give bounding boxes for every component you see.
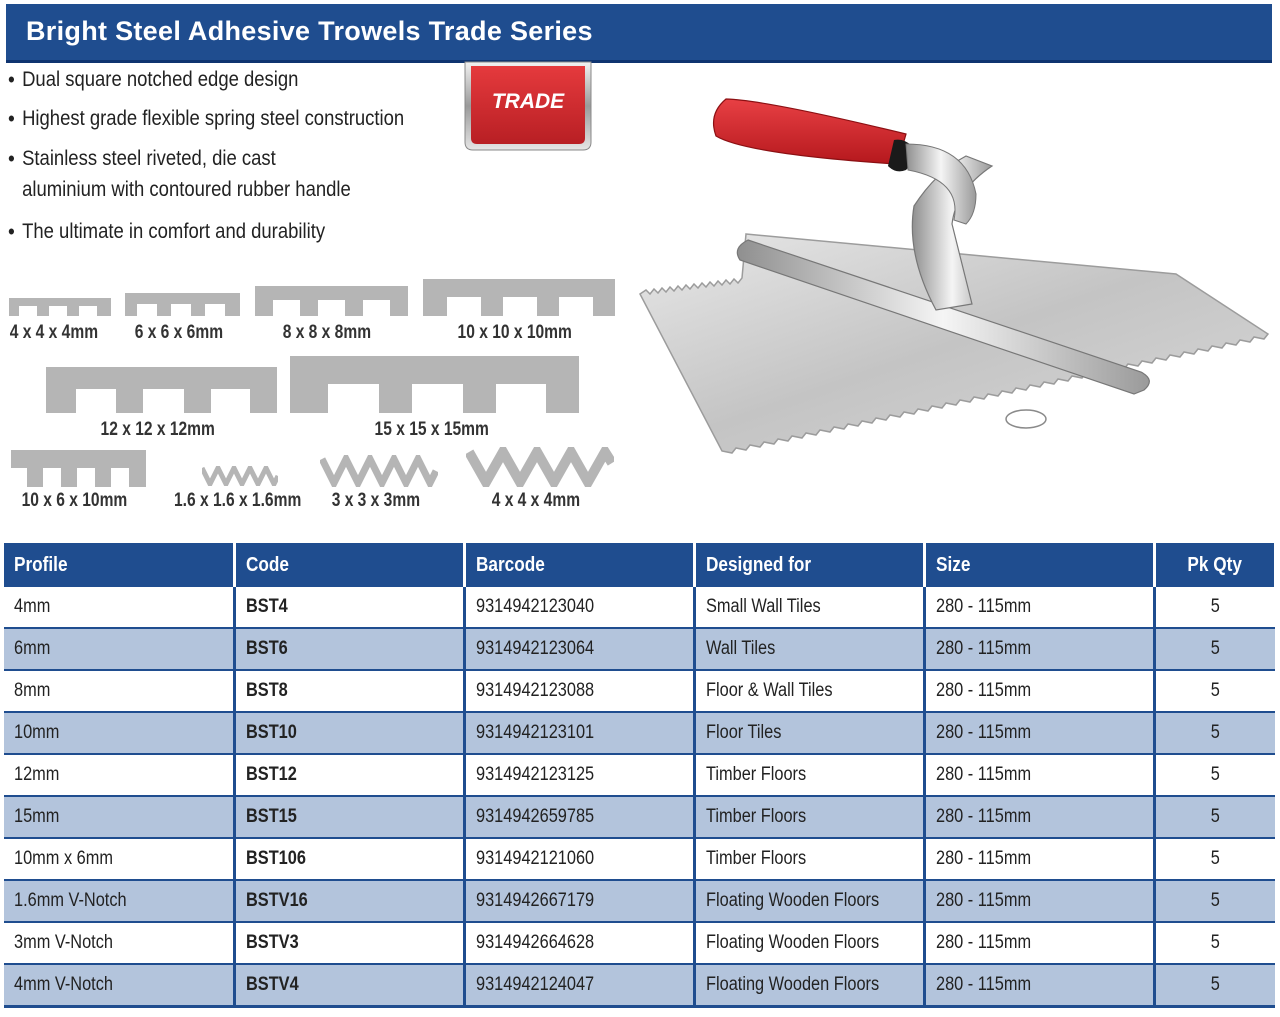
profile-label: 4 x 4 x 4mm [9, 322, 99, 343]
notched-trowel-icon [636, 94, 1276, 494]
cell-pk-qty: 5 [1154, 838, 1275, 880]
profile-label: 4 x 4 x 4mm [491, 490, 581, 511]
cell-barcode: 9314942123125 [464, 754, 694, 796]
cell-designed-for: Floating Wooden Floors [694, 880, 924, 922]
cell-size: 280 - 115mm [924, 628, 1154, 670]
cell-size: 280 - 115mm [924, 754, 1154, 796]
profile-label: 15 x 15 x 15mm [374, 419, 489, 440]
cell-size: 280 - 115mm [924, 838, 1154, 880]
cell-code: BST106 [234, 838, 464, 880]
feature-item: • Stainless steel riveted, die cast [8, 143, 276, 174]
cell-code: BSTV3 [234, 922, 464, 964]
cell-designed-for: Floating Wooden Floors [694, 922, 924, 964]
cell-code: BST12 [234, 754, 464, 796]
cell-pk-qty: 5 [1154, 796, 1275, 838]
page-title: Bright Steel Adhesive Trowels Trade Series [26, 16, 593, 46]
cell-barcode: 9314942123064 [464, 628, 694, 670]
cell-designed-for: Floating Wooden Floors [694, 964, 924, 1007]
table-row [4, 712, 1275, 754]
column-header: Barcode [464, 543, 694, 587]
column-header: Code [234, 543, 464, 587]
cell-size: 280 - 115mm [924, 922, 1154, 964]
cell-profile: 1.6mm V-Notch [4, 880, 234, 922]
title-bar [6, 4, 1272, 63]
cell-size: 280 - 115mm [924, 670, 1154, 712]
feature-item: • Dual square notched edge design [8, 64, 298, 95]
profile-square-12mm [46, 367, 277, 413]
cell-pk-qty: 5 [1154, 922, 1275, 964]
cell-pk-qty: 5 [1154, 670, 1275, 712]
cell-barcode: 9314942659785 [464, 796, 694, 838]
cell-barcode: 9314942123088 [464, 670, 694, 712]
cell-code: BST8 [234, 670, 464, 712]
profile-square-15mm [290, 356, 579, 413]
profile-label: 6 x 6 x 6mm [134, 322, 224, 343]
table-row [4, 628, 1275, 670]
profile-label: 10 x 10 x 10mm [457, 322, 572, 343]
cell-size: 280 - 115mm [924, 712, 1154, 754]
column-header: Size [924, 543, 1154, 587]
cell-pk-qty: 5 [1154, 754, 1275, 796]
cell-barcode: 9314942664628 [464, 922, 694, 964]
table-row [4, 880, 1275, 922]
cell-barcode: 9314942123101 [464, 712, 694, 754]
cell-designed-for: Floor Tiles [694, 712, 924, 754]
profile-square-10mm [423, 279, 615, 316]
cell-code: BSTV4 [234, 964, 464, 1007]
profile-square-10x6mm [11, 450, 146, 487]
cell-profile: 10mm [4, 712, 234, 754]
table-row [4, 838, 1275, 880]
cell-code: BSTV16 [234, 880, 464, 922]
profile-label: 3 x 3 x 3mm [331, 490, 421, 511]
profile-label: 10 x 6 x 10mm [21, 490, 128, 511]
cell-barcode: 9314942123040 [464, 587, 694, 628]
cell-designed-for: Timber Floors [694, 796, 924, 838]
table-row [4, 754, 1275, 796]
profile-vnotch-1-6mm [202, 466, 278, 486]
cell-profile: 6mm [4, 628, 234, 670]
table-row [4, 796, 1275, 838]
cell-profile: 10mm x 6mm [4, 838, 234, 880]
profile-label: 1.6 x 1.6 x 1.6mm [173, 490, 302, 511]
table-row [4, 587, 1275, 628]
profile-square-6mm [125, 293, 240, 316]
cell-profile: 15mm [4, 796, 234, 838]
column-header: Designed for [694, 543, 924, 587]
feature-item-continued: aluminium with contoured rubber handle [22, 178, 351, 201]
cell-pk-qty: 5 [1154, 628, 1275, 670]
cell-profile: 12mm [4, 754, 234, 796]
profile-square-8mm [255, 286, 408, 316]
feature-item: • The ultimate in comfort and durability [8, 216, 325, 247]
badge-label: TRADE [491, 90, 565, 113]
column-header: Pk Qty [1154, 543, 1275, 587]
cell-barcode: 9314942124047 [464, 964, 694, 1007]
cell-profile: 3mm V-Notch [4, 922, 234, 964]
cell-size: 280 - 115mm [924, 880, 1154, 922]
cell-code: BST15 [234, 796, 464, 838]
cell-code: BST4 [234, 587, 464, 628]
table-row [4, 922, 1275, 964]
profile-vnotch-3mm [320, 455, 438, 487]
cell-pk-qty: 5 [1154, 880, 1275, 922]
feature-item: • Highest grade flexible spring steel construction [8, 103, 404, 134]
cell-pk-qty: 5 [1154, 964, 1275, 1007]
profile-label: 8 x 8 x 8mm [282, 322, 372, 343]
cell-barcode: 9314942667179 [464, 880, 694, 922]
cell-size: 280 - 115mm [924, 964, 1154, 1007]
cell-designed-for: Floor & Wall Tiles [694, 670, 924, 712]
table-header-row [4, 543, 1275, 587]
cell-profile: 8mm [4, 670, 234, 712]
profile-square-4mm [9, 298, 111, 316]
profile-vnotch-4mm [466, 447, 614, 487]
cell-pk-qty: 5 [1154, 712, 1275, 754]
cell-code: BST10 [234, 712, 464, 754]
cell-designed-for: Small Wall Tiles [694, 587, 924, 628]
cell-size: 280 - 115mm [924, 796, 1154, 838]
cell-code: BST6 [234, 628, 464, 670]
profile-label: 12 x 12 x 12mm [100, 419, 215, 440]
cell-designed-for: Timber Floors [694, 838, 924, 880]
cell-size: 280 - 115mm [924, 587, 1154, 628]
table-row [4, 964, 1275, 1007]
cell-profile: 4mm V-Notch [4, 964, 234, 1007]
spec-table [4, 543, 1277, 1008]
cell-barcode: 9314942121060 [464, 838, 694, 880]
table-row [4, 670, 1275, 712]
cell-pk-qty: 5 [1154, 587, 1275, 628]
cell-profile: 4mm [4, 587, 234, 628]
column-header: Profile [4, 543, 234, 587]
cell-designed-for: Timber Floors [694, 754, 924, 796]
cell-designed-for: Wall Tiles [694, 628, 924, 670]
trade-badge [463, 60, 593, 152]
